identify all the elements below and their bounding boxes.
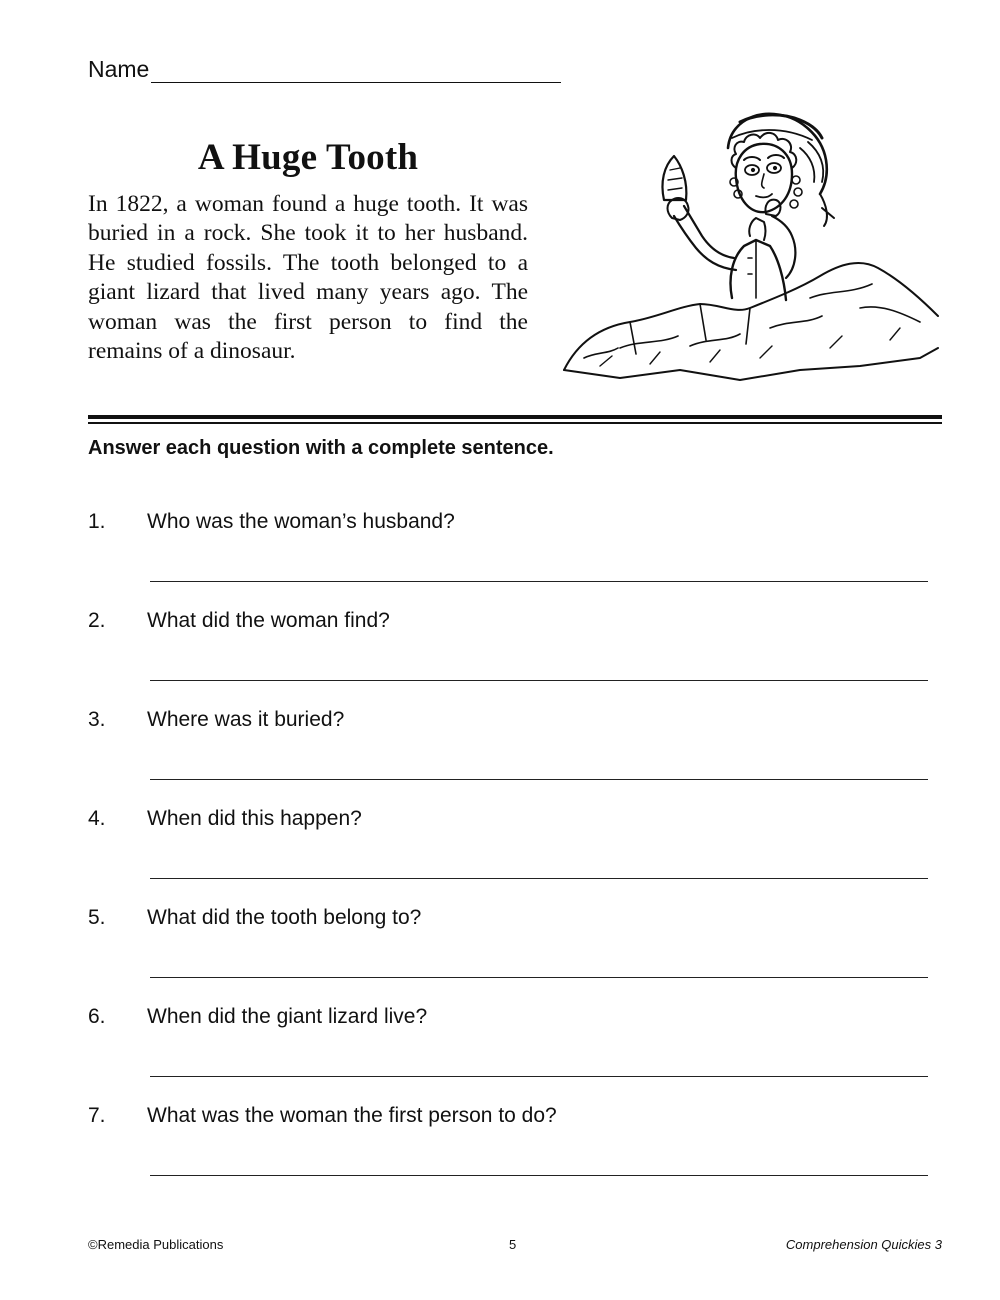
name-label: Name [88,56,150,82]
answer-line-3[interactable] [150,779,928,780]
answer-line-5[interactable] [150,977,928,978]
footer-publisher: ©Remedia Publications [88,1237,224,1252]
footer-book-title: Comprehension Quickies 3 [785,1237,942,1252]
question-item-3 [88,708,942,807]
question-item-5 [88,906,942,1005]
question-item-1 [88,510,942,609]
question-list [88,510,942,1203]
answer-line-4[interactable] [150,878,928,879]
question-item-2 [88,609,942,708]
section-divider-thin [88,422,942,424]
woman-holding-fossil-tooth-illustration [560,108,944,398]
question-text: Where was it buried? [147,708,345,731]
question-item-6 [88,1005,942,1104]
reading-passage: In 1822, a woman found a huge tooth. It was buried in a rock. She took it to her husband. He studied fossils. The tooth belonged to a giant lizard that lived many years ago. The woman was the first person to find the remains of a dinosaur. [88,191,528,365]
question-number: 6. [88,1005,106,1028]
question-text: What did the tooth belong to? [147,906,422,929]
answer-line-6[interactable] [150,1076,928,1077]
question-text: What did the woman find? [147,609,390,632]
question-number: 7. [88,1104,106,1127]
question-text: When did this happen? [147,807,362,830]
question-item-4 [88,807,942,906]
name-input-line[interactable] [151,58,561,83]
name-field-row [88,56,561,83]
question-number: 3. [88,708,106,731]
question-text: Who was the woman’s husband? [147,510,455,533]
question-text: What was the woman the first person to do? [147,1104,557,1127]
answer-line-2[interactable] [150,680,928,681]
worksheet-title: A Huge Tooth [197,137,419,178]
section-divider-thick [88,415,942,419]
question-number: 2. [88,609,106,632]
question-number: 4. [88,807,106,830]
question-number: 5. [88,906,106,929]
question-text: When did the giant lizard live? [147,1005,428,1028]
footer-page-number: 5 [509,1237,517,1252]
question-number: 1. [88,510,106,533]
answer-line-1[interactable] [150,581,928,582]
instructions: Answer each question with a complete sentence. [88,437,554,459]
question-item-7 [88,1104,942,1203]
answer-line-7[interactable] [150,1175,928,1176]
